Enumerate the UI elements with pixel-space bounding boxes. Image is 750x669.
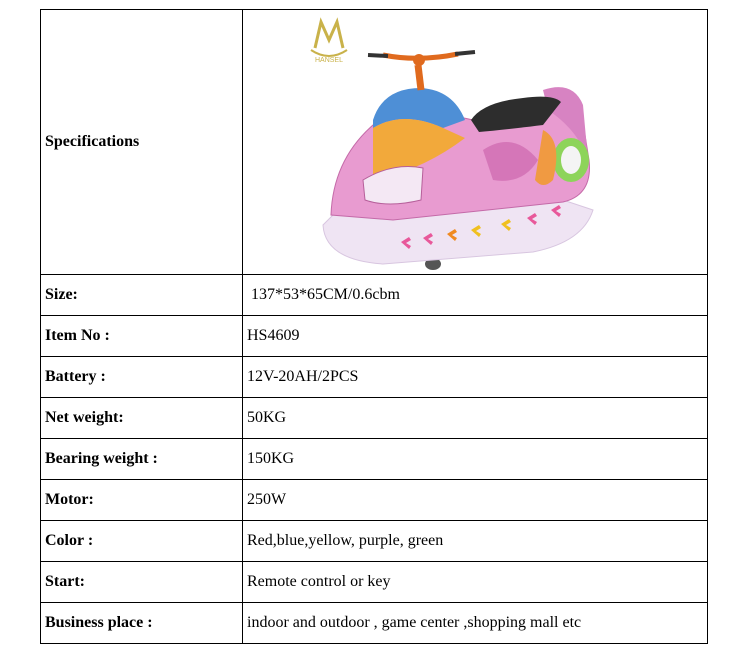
table-row [41,521,708,562]
size-label: Size: [41,275,243,316]
item-no-label: Item No : [41,316,243,357]
table-row [41,398,708,439]
table-row [41,357,708,398]
color-value: Red,blue,yellow, purple, green [243,521,708,562]
motor-label: Motor: [41,480,243,521]
table-row [41,603,708,644]
brand-logo [311,22,347,64]
specifications-label: Specifications [41,10,243,275]
product-image-cell [243,10,708,275]
net-weight-value: 50KG [243,398,708,439]
table-row [41,562,708,603]
battery-label: Battery : [41,357,243,398]
motor-value: 250W [243,480,708,521]
color-label: Color : [41,521,243,562]
logo-text: HANSEL [314,57,344,64]
spec-table [40,9,708,644]
bearing-weight-value: 150KG [243,439,708,480]
motorbike-illustration [323,52,593,270]
header-row [41,10,708,275]
table-row [41,480,708,521]
bearing-weight-label: Bearing weight : [41,439,243,480]
item-no-value: HS4609 [243,316,708,357]
size-value: 137*53*65CM/0.6cbm [243,275,708,316]
business-place-label: Business place : [41,603,243,644]
net-weight-label: Net weight: [41,398,243,439]
battery-value: 12V-20AH/2PCS [243,357,708,398]
table-row [41,316,708,357]
start-label: Start: [41,562,243,603]
business-place-value: indoor and outdoor , game center ,shopping mall etc [243,603,708,644]
product-image [243,10,709,274]
start-value: Remote control or key [243,562,708,603]
table-row [41,275,708,316]
table-row [41,439,708,480]
